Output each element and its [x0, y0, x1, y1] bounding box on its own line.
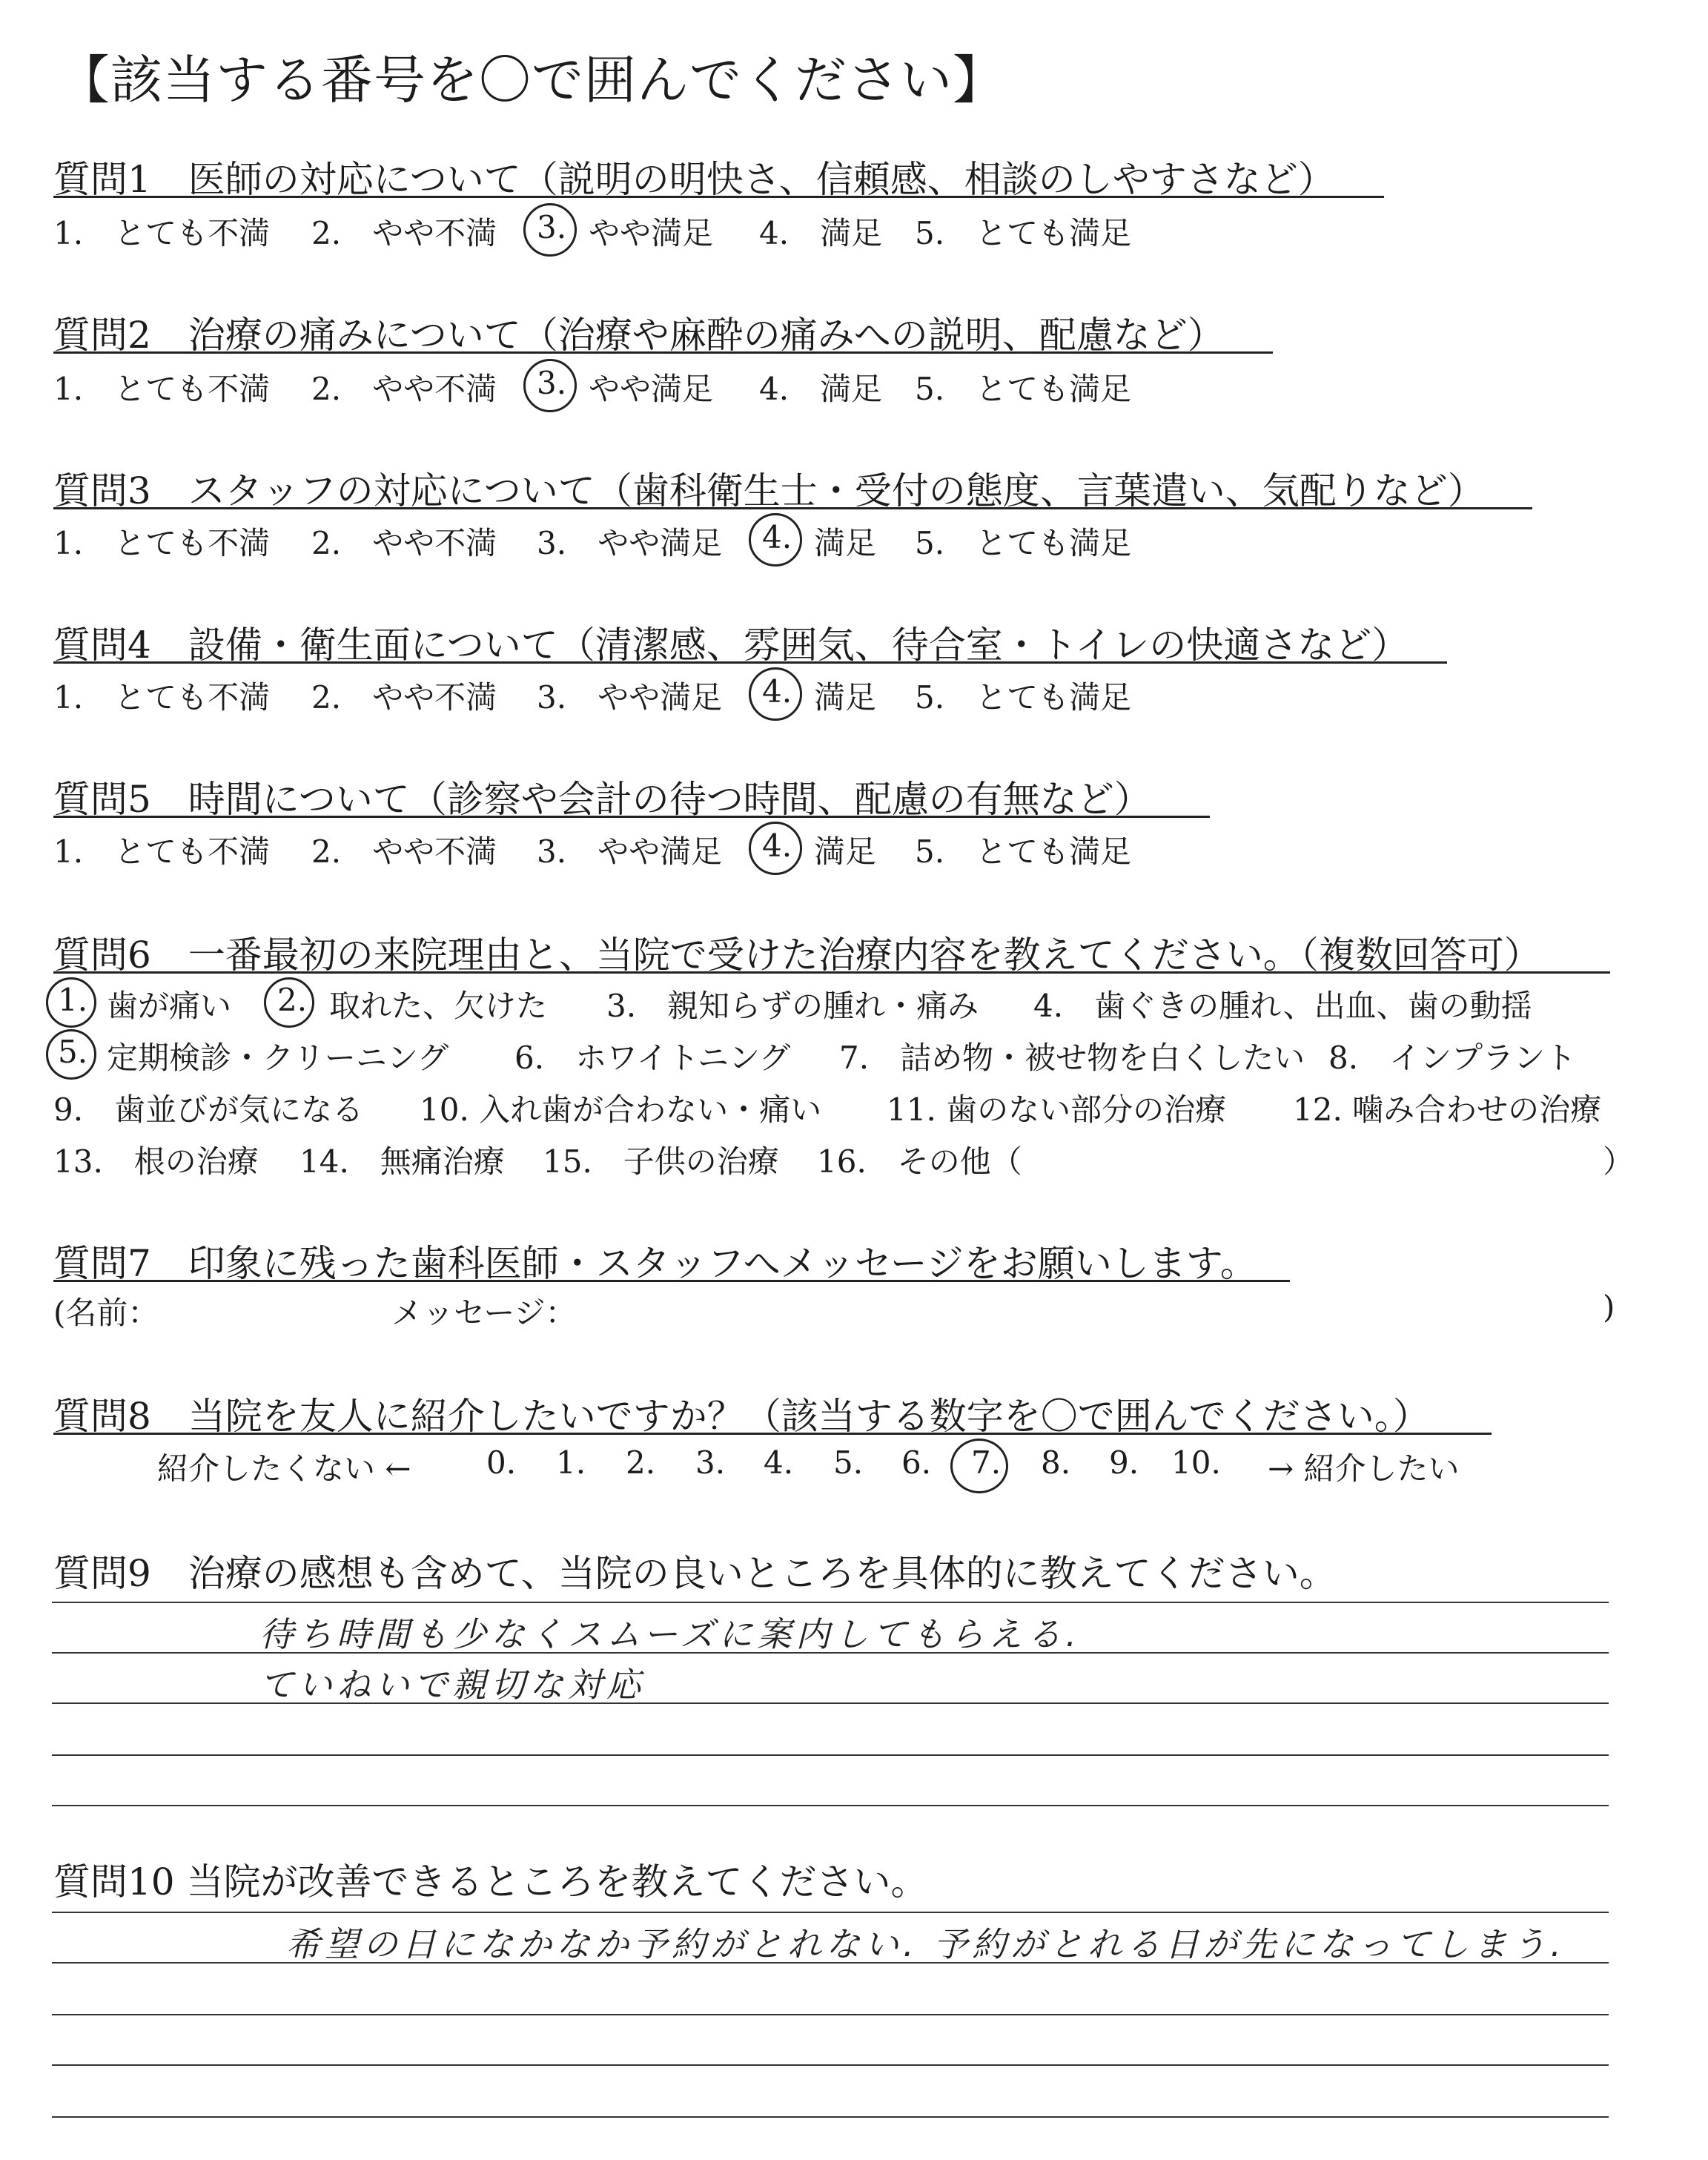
question-7-fields	[53, 1289, 1615, 1333]
scale-right-label: → 紹介したい	[1268, 1450, 1460, 1487]
q5-option-1[interactable]: 1. とても不満	[53, 833, 271, 870]
q6-option-10[interactable]: 10. 入れ歯が合わない・痛い	[420, 1091, 822, 1128]
scale-option-8[interactable]: 8.	[1041, 1444, 1071, 1481]
question-6-title: 質問6 一番最初の来院理由と、当院で受けた治療内容を教えてください。（複数回答可）	[53, 934, 1541, 977]
question-1-title: 質問1 医師の対応について（説明の明快さ、信頼感、相談のしやすさなど）	[53, 158, 1335, 201]
question-6-row-2	[53, 1034, 1610, 1078]
q1-option-1[interactable]: 1. とても不満	[53, 215, 271, 251]
selected-circle-mark	[264, 977, 314, 1028]
question-8-underline	[53, 1433, 1492, 1435]
question-2-options	[53, 365, 1239, 409]
selected-circle-mark	[46, 977, 96, 1028]
q5-option-4-label[interactable]: 満足	[814, 833, 877, 870]
q4-option-5[interactable]: 5. とても満足	[915, 679, 1132, 716]
scale-option-5[interactable]: 5.	[833, 1444, 864, 1481]
q6-option-5-label[interactable]: 定期検診・クリーニング	[107, 1040, 449, 1076]
q1-option-2[interactable]: 2. やや不満	[311, 215, 497, 251]
answer-line	[52, 1702, 1609, 1704]
question-2-title: 質問2 治療の痛みについて（治療や麻酔の痛みへの説明、配慮など）	[53, 314, 1225, 357]
scale-option-2[interactable]: 2.	[626, 1444, 656, 1481]
question-6-row-4	[53, 1137, 1635, 1182]
scale-option-3[interactable]: 3.	[695, 1444, 726, 1481]
q5-option-2[interactable]: 2. やや不満	[311, 833, 497, 870]
q2-option-2[interactable]: 2. やや不満	[311, 371, 497, 407]
scale-option-7[interactable]: 7.	[971, 1444, 1002, 1481]
message-close-paren: )	[1603, 1289, 1615, 1325]
q6-option-11[interactable]: 11. 歯のない部分の治療	[887, 1091, 1227, 1128]
question-6-underline	[53, 971, 1610, 974]
question-2-underline	[53, 351, 1273, 354]
selected-circle-mark	[749, 822, 802, 875]
question-9-title: 質問9 治療の感想も含めて、当院の良いところを具体的に教えてください。	[53, 1552, 1337, 1595]
q1-option-4[interactable]: 4. 満足	[759, 215, 883, 251]
scale-option-9[interactable]: 9.	[1109, 1444, 1139, 1481]
scale-option-4[interactable]: 4.	[764, 1444, 794, 1481]
q6-option-15[interactable]: 15. 子供の治療	[543, 1143, 779, 1180]
q3-option-1[interactable]: 1. とても不満	[53, 525, 271, 561]
q9-handwritten-answer-2[interactable]: ていねいで親切な対応	[259, 1665, 645, 1705]
q1-option-3-number[interactable]: 3.	[537, 209, 567, 245]
q3-option-2[interactable]: 2. やや不満	[311, 525, 497, 561]
question-1-underline	[53, 196, 1384, 198]
q1-option-5[interactable]: 5. とても満足	[915, 215, 1132, 251]
q3-option-4-label[interactable]: 満足	[814, 525, 877, 561]
q5-option-4-number[interactable]: 4.	[762, 828, 792, 864]
question-5-underline	[53, 816, 1210, 818]
q6-option-9[interactable]: 9. 歯並びが気になる	[53, 1091, 364, 1128]
answer-line	[52, 2014, 1609, 2015]
question-5-options	[53, 828, 1239, 872]
selected-circle-mark	[950, 1439, 1008, 1493]
question-7-title: 質問7 印象に残った歯科医師・スタッフへメッセージをお願いします。	[53, 1242, 1257, 1285]
name-field-label[interactable]: (名前：	[53, 1295, 159, 1331]
q2-option-3-number[interactable]: 3.	[537, 365, 567, 401]
answer-line	[52, 1912, 1609, 1913]
answer-line	[52, 1805, 1609, 1806]
q6-other-close-paren: ）	[1603, 1143, 1635, 1180]
q10-handwritten-answer[interactable]: 希望の日になかなか予約がとれない. 予約がとれる日が先になってしまう.	[286, 1924, 1566, 1964]
q3-option-5[interactable]: 5. とても満足	[915, 525, 1132, 561]
answer-line	[52, 1602, 1609, 1603]
q2-option-5[interactable]: 5. とても満足	[915, 371, 1132, 407]
scale-left-label: 紹介したくない ←	[157, 1450, 411, 1487]
q6-option-14[interactable]: 14. 無痛治療	[299, 1143, 505, 1180]
q4-option-4-number[interactable]: 4.	[762, 673, 792, 710]
q4-option-4-label[interactable]: 満足	[814, 679, 877, 716]
message-field-label[interactable]: メッセージ：	[391, 1295, 577, 1331]
question-6-row-1	[53, 982, 1610, 1026]
question-4-underline	[53, 661, 1447, 664]
q6-option-12[interactable]: 12. 噛み合わせの治療	[1293, 1091, 1602, 1128]
answer-line	[52, 2116, 1609, 2118]
question-8-scale	[53, 1444, 1610, 1489]
question-5-title: 質問5 時間について（診察や会計の待つ時間、配慮の有無など）	[53, 778, 1151, 821]
q6-option-7[interactable]: 7. 詰め物・被せ物を白くしたい	[839, 1040, 1305, 1076]
q6-option-8[interactable]: 8. インプラント	[1328, 1040, 1577, 1076]
answer-line	[52, 1754, 1609, 1756]
selected-circle-mark	[523, 203, 577, 257]
selected-circle-mark	[523, 359, 577, 412]
question-3-underline	[53, 507, 1532, 509]
q6-option-4[interactable]: 4. 歯ぐきの腫れ、出血、歯の動揺	[1033, 988, 1532, 1024]
question-3-title: 質問3 スタッフの対応について（歯科衛生士・受付の態度、言葉遣い、気配りなど）	[53, 469, 1485, 512]
q6-option-2-number[interactable]: 2.	[277, 982, 308, 1018]
q5-option-5[interactable]: 5. とても満足	[915, 833, 1132, 870]
q6-option-1-label[interactable]: 歯が痛い	[107, 988, 232, 1024]
scale-option-1[interactable]: 1.	[556, 1444, 586, 1481]
page-title: 【該当する番号を〇で囲んでください】	[58, 50, 1005, 110]
question-6-row-3	[53, 1086, 1610, 1130]
question-7-underline	[53, 1280, 1290, 1282]
q4-option-3[interactable]: 3. やや満足	[537, 679, 723, 716]
question-3-options	[53, 519, 1239, 564]
q3-option-4-number[interactable]: 4.	[762, 519, 792, 555]
scale-option-10[interactable]: 10.	[1171, 1444, 1221, 1481]
question-1-options	[53, 209, 1239, 254]
scale-option-0[interactable]: 0.	[486, 1444, 517, 1481]
selected-circle-mark	[46, 1029, 96, 1080]
q6-option-16-other[interactable]: 16. その他（	[817, 1143, 1022, 1180]
q2-option-1[interactable]: 1. とても不満	[53, 371, 271, 407]
question-4-options	[53, 673, 1239, 718]
selected-circle-mark	[749, 513, 802, 567]
answer-line	[52, 1962, 1609, 1964]
answer-line	[52, 2064, 1609, 2066]
q6-option-6[interactable]: 6. ホワイトニング	[514, 1040, 791, 1076]
answer-line	[52, 1652, 1609, 1654]
q6-option-5-number[interactable]: 5.	[58, 1034, 88, 1070]
q2-option-3-label[interactable]: やや満足	[589, 371, 714, 407]
scale-option-6[interactable]: 6.	[901, 1444, 932, 1481]
q5-option-3[interactable]: 3. やや満足	[537, 833, 723, 870]
q6-option-2-label[interactable]: 取れた、欠けた	[329, 988, 548, 1024]
q1-option-3-label[interactable]: やや満足	[589, 215, 714, 251]
q9-handwritten-answer-1[interactable]: 待ち時間も少なくスムーズに案内してもらえる.	[259, 1614, 1082, 1654]
q3-option-3[interactable]: 3. やや満足	[537, 525, 723, 561]
q4-option-1[interactable]: 1. とても不満	[53, 679, 271, 716]
question-8-title: 質問8 当院を友人に紹介したいですか？（該当する数字を〇で囲んでください。）	[53, 1395, 1430, 1438]
q6-option-13[interactable]: 13. 根の治療	[53, 1143, 259, 1180]
question-4-title: 質問4 設備・衛生面について（清潔感、雰囲気、待合室・トイレの快適さなど）	[53, 624, 1409, 667]
q4-option-2[interactable]: 2. やや不満	[311, 679, 497, 716]
q6-option-3[interactable]: 3. 親知らずの腫れ・痛み	[606, 988, 979, 1024]
q6-option-1-number[interactable]: 1.	[58, 982, 88, 1018]
selected-circle-mark	[749, 667, 802, 721]
q2-option-4[interactable]: 4. 満足	[759, 371, 883, 407]
question-10-title: 質問10 当院が改善できるところを教えてください。	[53, 1860, 928, 1903]
